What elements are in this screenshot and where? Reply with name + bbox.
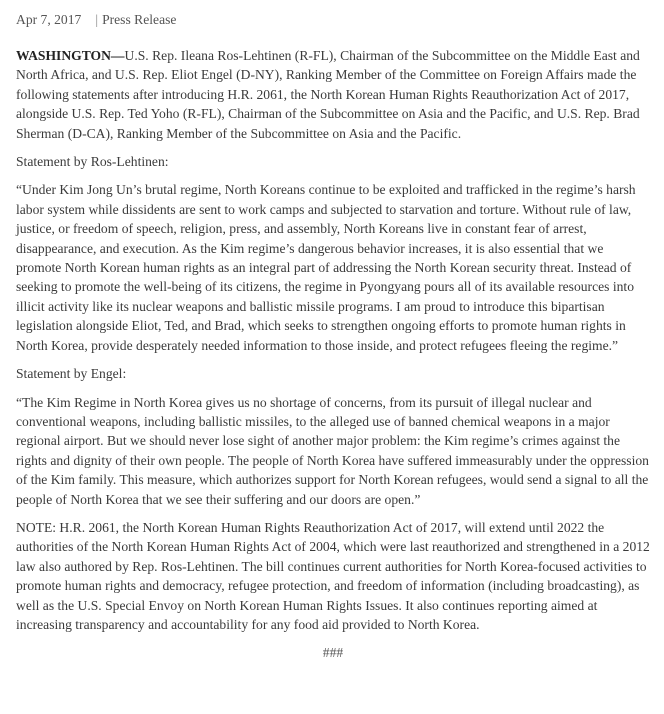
note-paragraph: NOTE: H.R. 2061, the North Korean Human Rights Reauthorization Act of 2017, will extend until 2022 the authorities of the North Korean Human Rights Act of 2004, which were last reauthorized and strengthened in a 2012 law also authored by Rep. Ros-Lehtinen. The bill continues current authorities for North Korea-focused activities to promote human rights and democracy, refugee protection, and freedom of information (including broadcasting), as well as the U.S. Special Envoy on North Korean Human Rights Issues. It also continues reporting aimed at increasing transparency and accountability for any food aid provided to North Korea. [16, 519, 650, 632]
article-category: Press Release [102, 12, 177, 27]
publish-date: Apr 7, 2017 [16, 12, 82, 27]
statement-label-ros-lehtinen: Statement by Ros-Lehtinen: [16, 154, 169, 170]
intro-text: U.S. Rep. Ileana Ros-Lehtinen (R-FL), Chairman of the Subcommittee on the Middle East and North Africa, and U.S. Rep. Eliot Engel (D-NY), Ranking Member of the Committee on Foreign Affairs made the following statements after introducing H.R. 2061, the North Korean Human Rights Reauthorization Act of 2017, alongside U.S. Rep. Ted Yoho (R-FL), Chairman of the Subcommittee on Asia and the Pacific, and U.S. Rep. Brad Sherman (D-CA), Ranking Member of the Subcommittee on Asia and the Pacific. [16, 48, 640, 141]
statement-quote-engel: “The Kim Regime in North Korea gives us no shortage of concerns, from its pursuit of illegal nuclear and conventional weapons, including ballistic missiles, to the alleged use of banned chemical weapons in a major regional airport. But we should never lose sight of another major problem: the Kim regime’s crimes against the rights and dignity of their own people. The people of North Korea have suffered immeasurably under the oppression of the Kim family. This measure, which authorizes support for North Korean refugees, would send a signal to all the people of North Korea that we see their suffering and our doors are open.” [16, 394, 649, 507]
statement-quote-ros-lehtinen: “Under Kim Jong Un’s brutal regime, North Koreans continue to be exploited and trafficked in the regime’s harsh labor system while dissidents are sent to work camps and subjected to starvation and torture. Without rule of law, justice, or freedom of speech, religion, press, and assembly, North Koreans live in constant fear of arrest, disappearance, and execution. As the Kim regime’s dangerous behavior increases, it is also essential that we promote North Korean human rights as an integral part of addressing the North Korean security threat. Instead of seeking to promote the well-being of its citizens, the regime in Pyongyang pours all of its available resources into illicit activity like its nuclear weapons and ballistic missile programs. I am proud to introduce this bipartisan legislation alongside Eliot, Ted, and Brad, which seeks to strengthen ongoing efforts to promote human rights in North Korea, provide desperately needed information to those inside, and protect refugees fleeing the regime.” [16, 182, 636, 353]
dateline: WASHINGTON— [16, 48, 125, 63]
intro-paragraph [16, 46, 650, 143]
meta-separator: | [95, 12, 99, 27]
end-mark: ### [322, 645, 344, 661]
article-meta [16, 10, 650, 29]
statement-label-engel: Statement by Engel: [16, 366, 127, 382]
